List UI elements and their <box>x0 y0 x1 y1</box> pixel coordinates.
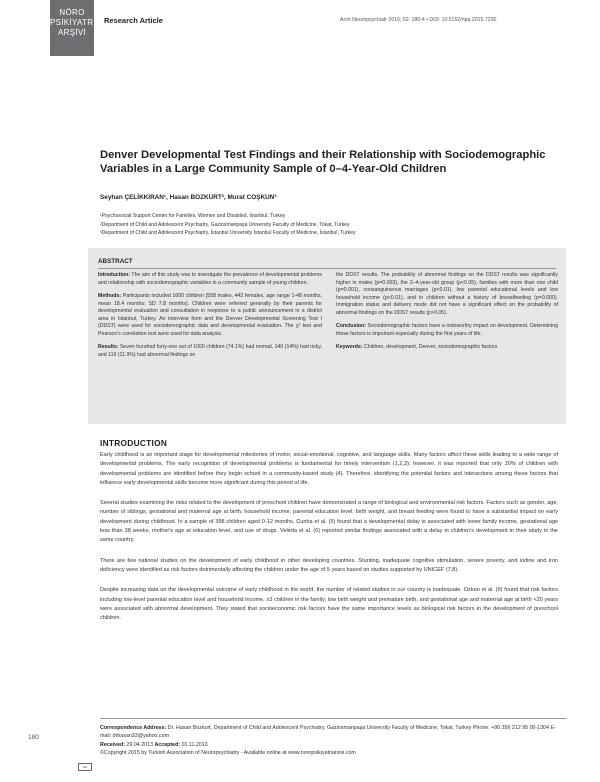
affiliation: ¹Psychosocial Support Center for Families, Women and Disabled, İstanbul, Turkey <box>100 213 286 219</box>
section-label: Conclusion: <box>336 323 366 329</box>
section-label: Introduction: <box>98 272 130 278</box>
dates <box>100 741 566 749</box>
abstract-column-left <box>98 272 322 365</box>
affiliations <box>100 212 356 238</box>
section-text: Seven hundred forty-one out of 1000 children (74.1%) had normal, 140 (14%) had risky, and 119 (11.9%) had abnormal findings on <box>98 344 322 358</box>
section-label: Results: <box>98 344 119 350</box>
accepted-label: Accepted: <box>154 741 181 748</box>
correspondence <box>100 724 566 741</box>
authors: Seyhan ÇELİKKIRAN¹, Hasan BOZKURT², Murat COŞKUN³ <box>100 194 277 201</box>
introduction-body <box>100 451 558 634</box>
received-label: Received: <box>100 741 126 748</box>
abstract-conclusion <box>336 323 558 338</box>
correspondence-footer <box>100 724 566 757</box>
abstract-introduction <box>98 272 322 287</box>
abstract-results-cont <box>336 272 558 317</box>
paragraph: Several studies examining the risks related to the development of preschool children have demonstrated a range of biological and environmental risk factors. Factors such as gender, age, number of siblings, gestational and maternal age at birth, household income, parental education level, birth weight, and breast feeding were found to have a substantial impact on early development during childhood. In a sample of 398 children aged 0-12 months, Cunha et al. (5) found that a developmental delay is associated with lower family income, gestational age less than 38 weeks, mother's age at education level, and use of drugs. Veleda et al. (6) reported similar findings associated with a delay in children's development in their study in the same country. <box>100 500 558 544</box>
abstract-divider <box>98 268 556 269</box>
section-text: Children, development, Denver, sociodemographic factors <box>362 344 498 350</box>
creative-commons-icon: cc <box>78 763 92 771</box>
citation: Arch Neuropsychiatr 2015; 52: 180-4 • DOI: 10.5152/npa.2015.7230 <box>340 17 497 23</box>
introduction-heading: INTRODUCTION <box>100 438 168 448</box>
received-date: 29.04.2013 <box>125 741 155 748</box>
paper-title: Denver Developmental Test Findings and their Relationship with Sociodemographic Variables in a Large Community Sample of 0–4-Year-Old Children <box>100 149 546 175</box>
article-type: Research Article <box>104 16 163 25</box>
paragraph: Despite increasing data on the developmental outcome of early childhood in the world, the number of related studies in our country is inadequate. Ozkan et al. (9) found that risk factors including low-level parental education level and household income, ≥3 children in the family, low birth weight and premature birth, and gestational age and maternal age at birth <20 years were associated with abnormal development. They stated that socioeconomic risk factors have the same importance levels as biological risk factors in the development of preschool children. <box>100 587 558 622</box>
correspondence-text: Dr. Hasan Bozkurt, Department of Child and Adolescent Psychiatry, Gaziosmanpaşa University Faculty of Medicine, Tokat, Turkey Phone: +90 356 212 95 00-1304 E-mail: drhasan33@yahoo.com <box>100 725 556 740</box>
section-label: Methods: <box>98 293 122 299</box>
logo-line: ARŞİVİ <box>57 28 87 37</box>
accepted-date: 01.11.2013 <box>180 741 208 748</box>
abstract-keywords <box>336 344 558 352</box>
affiliation: ³Department of Child and Adolescent Psychiatry, İstanbul University İstanbul Faculty of Medicine, İstanbul, Turkey <box>100 230 356 237</box>
abstract-results <box>98 344 322 359</box>
abstract-column-right <box>336 272 558 358</box>
page-number: 180 <box>28 734 39 741</box>
paragraph: Early childhood is an important stage for developmental milestones of motor, social-emotional, cognitive, and language skills. Many factors affect these skills leading to a wide range of developmental problems. The early recognition of developmental problems is fundamental for timely intervention (1,2,3); however, it was reported that only 30% of children with developmental problems are identified before they begin school in a community-based study (4). Therefore, identifying the potential factors and interactions among these factors that influence early developmental skills become more significant during this period of life. <box>100 452 558 486</box>
copyright: ©Copyright 2015 by Turkish Association of Neuropsychiatry - Available online at www.noropsikiyatriarsivi.com <box>100 749 356 756</box>
correspondence-label: Correspondence Address: <box>100 725 167 731</box>
section-text: Sociodemographic factors have a noteworthy impact on development. Determining these factors is important especially during the first years of life. <box>336 323 558 337</box>
affiliation: ²Department of Child and Adolescent Psychiatry, Gaziosmanpaşa University Faculty of Medicine, Tokat, Turkey <box>100 221 350 228</box>
section-text: Participants included 1000 children (558 males, 442 females, age range 1-48 months, mean 18.4 months; SD 7.8 months). Children were referred generally by their parents for developmental evaluation and consultation in response to a public announcement in a district area in Istanbul, Turkey. An interview form and the Denver Developmental Screening Test I (DDST) were used for sociodemographic data and developmental evaluation. The χ² test and Pearson's correlation test were used for data analysis. <box>98 293 322 337</box>
journal-logo <box>50 0 94 56</box>
paragraph: There are few national studies on the development of early childhood in other developing countries. Stunting, inadequate cognitive stimulation, severe poverty, and iodine and iron deficiency were identified as risk factors detrimentally affecting the children under the age of 5 years based on studies supported by UNICEF (7,8). <box>100 557 558 573</box>
logo-line: NÖRO <box>59 8 85 17</box>
section-label: Keywords: <box>336 344 363 350</box>
footer-divider <box>100 718 566 719</box>
abstract-heading: ABSTRACT <box>98 258 133 265</box>
section-text: The aim of this study was to investigate the prevalence of developmental problems and relationship with sociodemographic variables in a community sample of young children. <box>98 272 322 286</box>
logo-line: PSİKİYATRİ <box>50 18 96 27</box>
abstract-box <box>88 248 566 424</box>
abstract-methods <box>98 293 322 338</box>
section-text: the DDST results. The probability of abnormal findings on the DDST results was significantly higher in males (p=0.003), the 2–4-year-old group (p<0.05), families with more than one child (p=0.001), consanguineous marriages (p<0.01), low parental educational levels and low household income (p<0.01), and in children without a history of breastfeeding (p=0.000). Immigration status and delivery mode did not have a significant effect on the probability of abnormal findings on the DDST results (p>0.05). <box>336 272 558 316</box>
